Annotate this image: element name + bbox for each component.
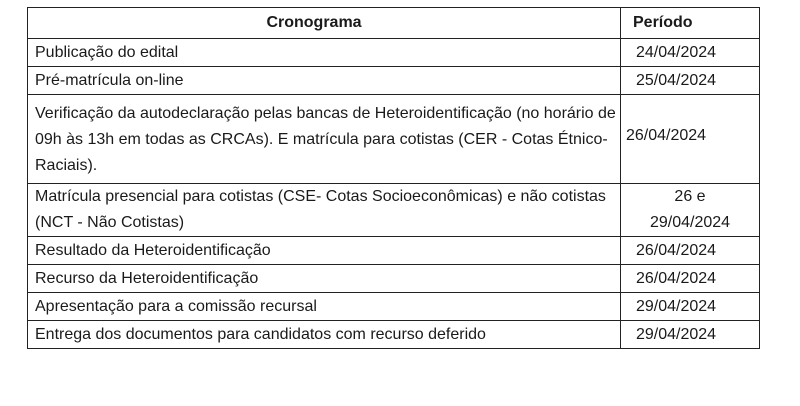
event-cell: Recurso da Heteroidentificação [28, 265, 621, 293]
event-cell: Entrega dos documentos para candidatos com recurso deferido [28, 321, 621, 349]
schedule-table [27, 7, 760, 349]
event-cell: Verificação da autodeclaração pelas bancas de Heteroidentificação (no horário de 09h às 13h em todas as CRCAs). E matrícula para cotistas (CER - Cotas Étnico-Raciais). [28, 95, 621, 184]
table-row [28, 67, 760, 95]
date-cell: 26/04/2024 [621, 237, 760, 265]
date-cell: 29/04/2024 [621, 321, 760, 349]
table-row [28, 321, 760, 349]
date-cell [621, 184, 760, 237]
header-cronograma: Cronograma [28, 8, 621, 39]
date-cell: 29/04/2024 [621, 293, 760, 321]
event-cell: Apresentação para a comissão recursal [28, 293, 621, 321]
table-row [28, 95, 760, 184]
table-header-row [28, 8, 760, 39]
table-row [28, 184, 760, 237]
event-cell: Matrícula presencial para cotistas (CSE- Cotas Socioeconômicas) e não cotistas (NCT - Não Cotistas) [28, 184, 621, 237]
table-row [28, 39, 760, 67]
event-cell: Resultado da Heteroidentificação [28, 237, 621, 265]
date-cell: 25/04/2024 [621, 67, 760, 95]
date-cell: 26/04/2024 [621, 95, 760, 184]
table-row [28, 265, 760, 293]
table-row [28, 237, 760, 265]
date-cell: 24/04/2024 [621, 39, 760, 67]
date-line-1: 26 e [674, 188, 706, 205]
date-cell: 26/04/2024 [621, 265, 760, 293]
event-cell: Publicação do edital [28, 39, 621, 67]
header-periodo: Período [621, 8, 760, 39]
date-line-2: 29/04/2024 [649, 214, 731, 231]
event-cell: Pré-matrícula on-line [28, 67, 621, 95]
table-row [28, 293, 760, 321]
